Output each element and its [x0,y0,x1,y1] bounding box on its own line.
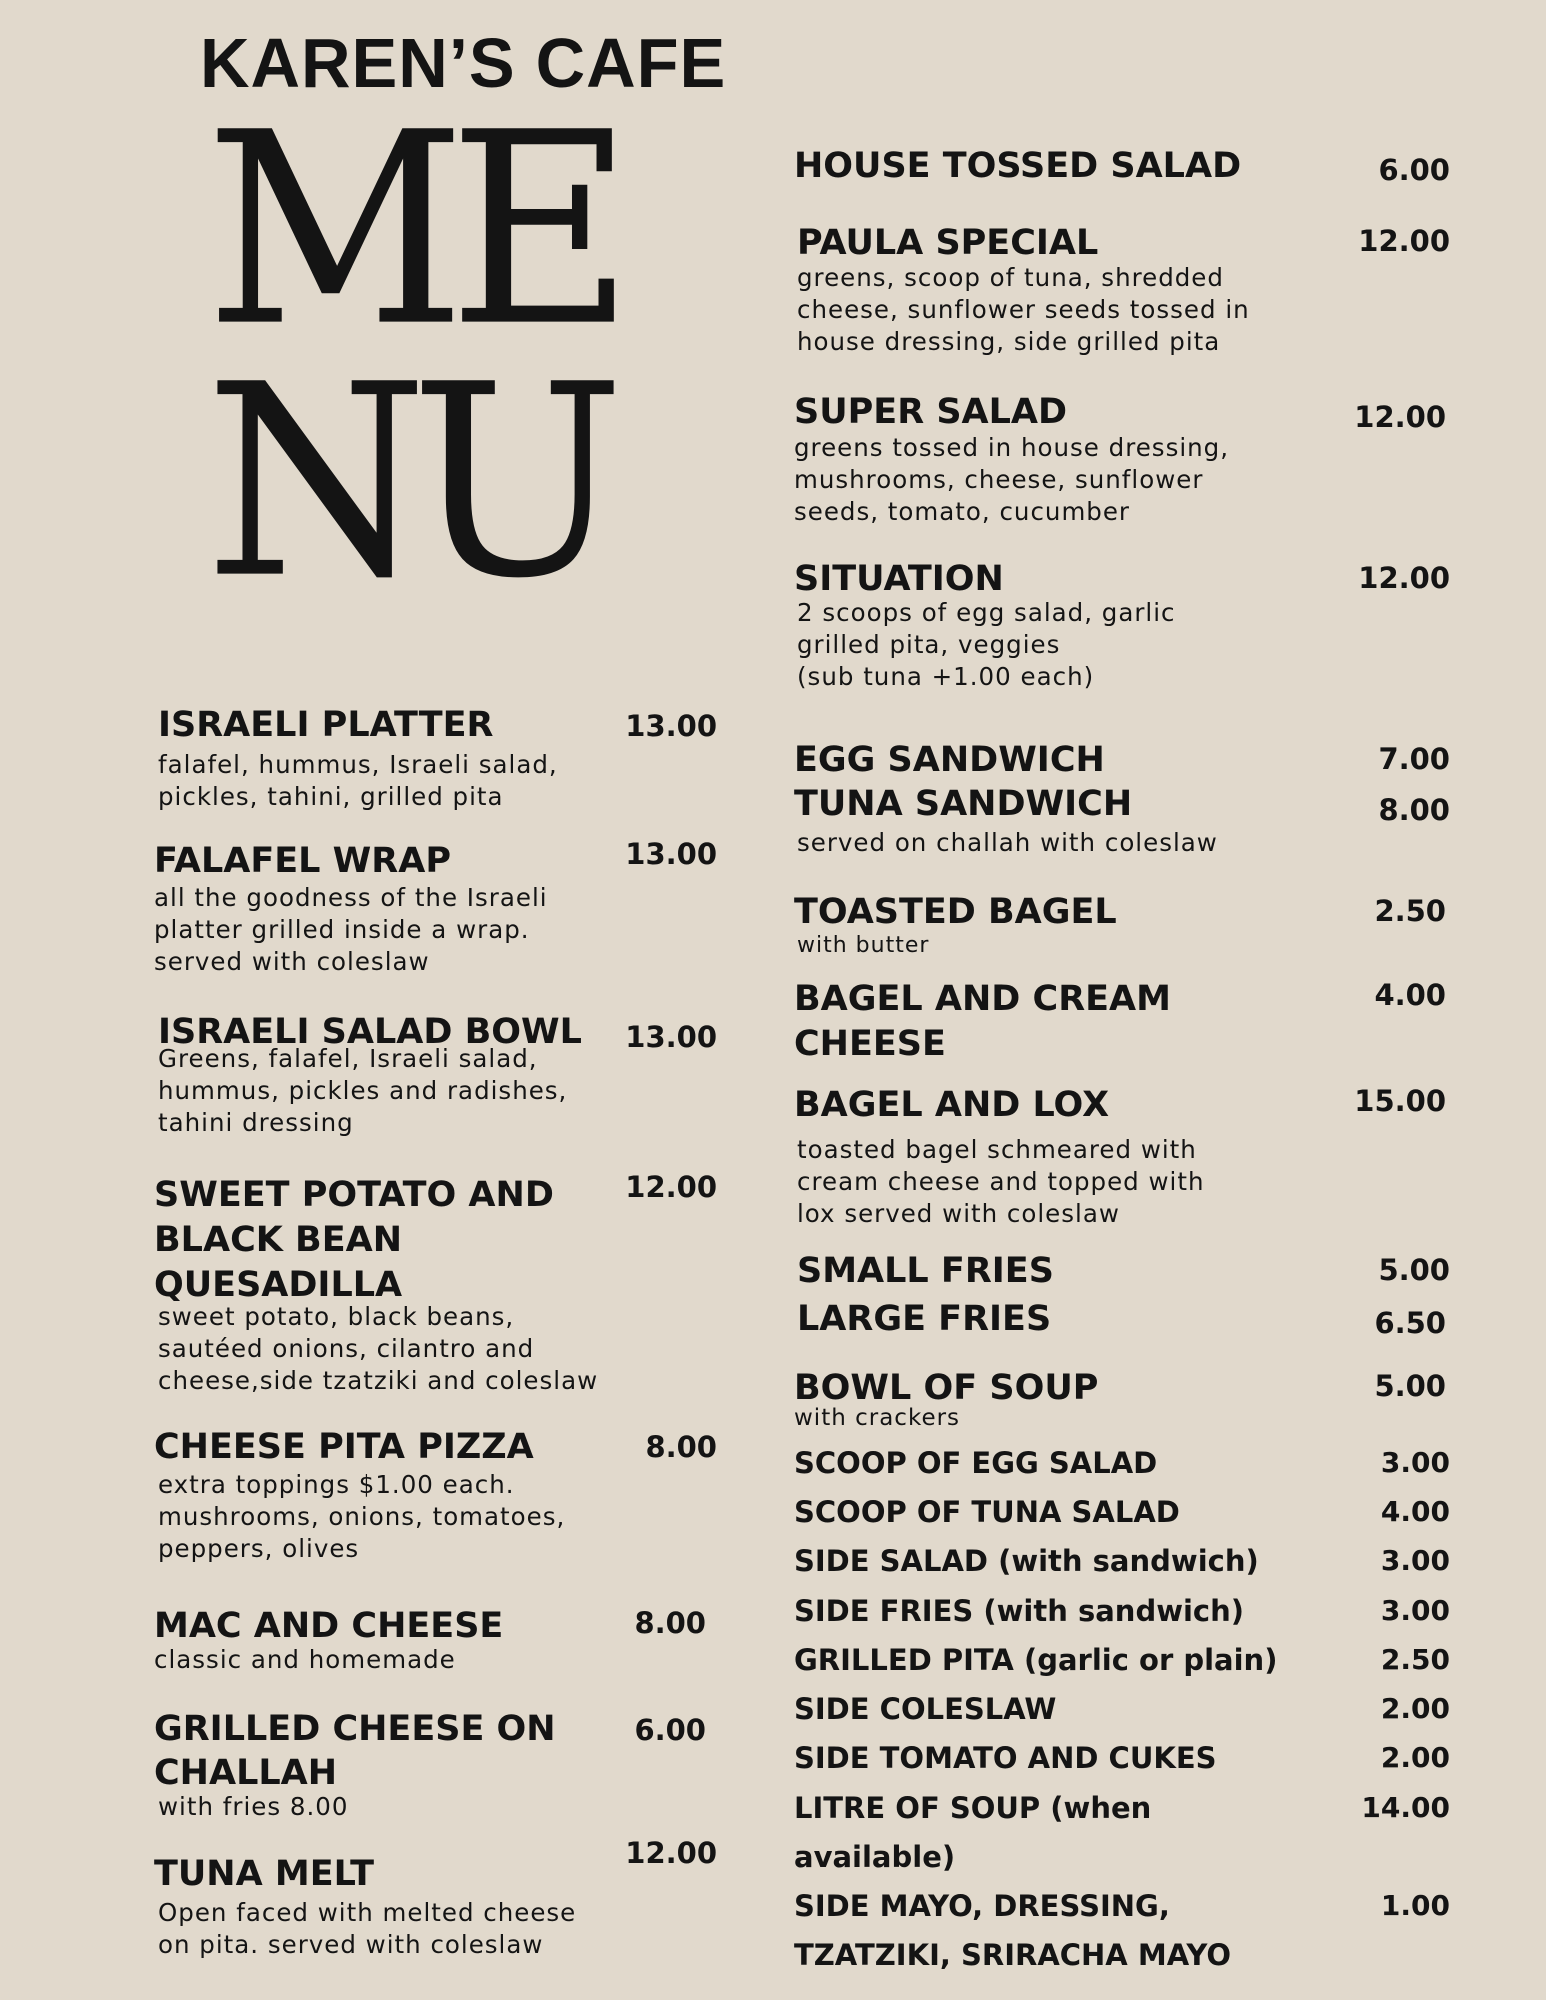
item-name: FALAFEL WRAP [154,841,451,881]
side-item-name: GRILLED PITA (garlic or plain) [794,1643,1278,1677]
side-item-name: SCOOP OF EGG SALAD [794,1446,1158,1480]
item-name: ISRAELI SALAD BOWL [158,1012,582,1052]
item-price: 7.00 [1378,742,1450,776]
item-price: 6.00 [634,1713,706,1747]
item-name: MAC AND CHEESE [154,1606,504,1646]
item-price: 12.00 [1354,400,1446,434]
item-description: pickles, tahini, grilled pita [158,782,504,811]
item-description: served with coleslaw [154,947,430,976]
item-description: greens, scoop of tuna, shredded [797,263,1224,292]
item-description: falafel, hummus, Israeli salad, [158,750,558,779]
item-name: EGG SANDWICH [794,740,1105,780]
item-description: peppers, olives [158,1534,360,1563]
item-description: sautéed onions, cilantro and [158,1334,535,1363]
item-description: on pita. served with coleslaw [158,1930,544,1959]
item-price: 6.00 [1378,153,1450,187]
cafe-name: KAREN’S CAFE [200,24,727,102]
item-description: toasted bagel schmeared with [797,1135,1197,1164]
item-price: 13.00 [625,837,717,871]
item-name: BOWL OF SOUP [794,1368,1099,1408]
item-price: 12.00 [1358,224,1450,258]
item-description: house dressing, side grilled pita [797,327,1221,356]
item-price: 13.00 [625,709,717,743]
item-price: 2.50 [1374,894,1446,928]
item-price: 5.00 [1374,1369,1446,1403]
item-name: SWEET POTATO AND [154,1175,554,1215]
item-description: with fries 8.00 [158,1792,349,1821]
item-name: TUNA SANDWICH [794,784,1133,824]
side-item-name: SIDE MAYO, DRESSING, [794,1889,1170,1923]
item-name: SUPER SALAD [794,392,1068,432]
side-item-name: TZATZIKI, SRIRACHA MAYO [794,1938,1231,1972]
item-price: 8.00 [1378,793,1450,827]
side-item-price: 14.00 [1361,1791,1450,1824]
item-price: 12.00 [625,1170,717,1204]
item-name: SMALL FRIES [797,1251,1054,1291]
item-description: hummus, pickles and radishes, [158,1076,568,1105]
item-description: sweet potato, black beans, [158,1302,515,1331]
item-price: 12.00 [625,1836,717,1870]
side-item-price: 2.00 [1380,1692,1450,1725]
item-description: cheese, sunflower seeds tossed in [797,295,1250,324]
side-item-name: available) [794,1840,956,1874]
side-item-name: SIDE FRIES (with sandwich) [794,1594,1245,1628]
side-item-name: LITRE OF SOUP (when [794,1791,1152,1825]
item-name: TUNA MELT [154,1854,374,1894]
item-description: platter grilled inside a wrap. [154,915,530,944]
item-price: 15.00 [1354,1084,1446,1118]
menu-title-line2: NU [205,328,608,638]
menu-title-line1: ME [205,76,617,386]
side-item-price: 2.50 [1380,1643,1450,1676]
item-name: CHEESE [794,1024,946,1064]
item-description: (sub tuna +1.00 each) [797,662,1095,691]
item-description: cheese,side tzatziki and coleslaw [158,1366,599,1395]
side-item-price: 3.00 [1380,1594,1450,1627]
item-name: QUESADILLA [154,1265,403,1305]
item-description: grilled pita, veggies [797,630,1061,659]
side-item-price: 3.00 [1380,1446,1450,1479]
item-description: with butter [797,933,930,958]
side-item-name: SIDE COLESLAW [794,1692,1057,1726]
item-description: tahini dressing [158,1108,354,1137]
item-description: extra toppings $1.00 each. [158,1470,515,1499]
item-description: with crackers [794,1405,961,1431]
side-item-name: SIDE TOMATO AND CUKES [794,1741,1217,1775]
item-name: HOUSE TOSSED SALAD [794,146,1242,186]
item-name: CHALLAH [154,1753,338,1793]
item-name: TOASTED BAGEL [794,892,1117,932]
side-item-name: SIDE SALAD (with sandwich) [794,1544,1259,1578]
item-name: BAGEL AND CREAM [794,979,1171,1019]
item-description: greens tossed in house dressing, [794,433,1230,462]
item-name: BLACK BEAN [154,1220,403,1260]
side-item-price: 3.00 [1380,1544,1450,1577]
side-item-price: 1.00 [1380,1889,1450,1922]
item-description: cream cheese and topped with [797,1167,1205,1196]
item-price: 4.00 [1374,978,1446,1012]
item-price: 5.00 [1378,1253,1450,1287]
item-name: BAGEL AND LOX [794,1085,1110,1125]
item-description: mushrooms, onions, tomatoes, [158,1502,566,1531]
side-item-price: 2.00 [1380,1741,1450,1774]
item-description: Open faced with melted cheese [158,1898,577,1927]
item-description: 2 scoops of egg salad, garlic [797,598,1176,627]
item-description: Greens, falafel, Israeli salad, [158,1044,538,1073]
item-description: mushrooms, cheese, sunflower [794,465,1204,494]
item-name: SITUATION [794,559,1004,599]
item-description: served on challah with coleslaw [797,828,1218,857]
item-name: ISRAELI PLATTER [158,705,494,745]
item-price: 12.00 [1358,561,1450,595]
item-description: classic and homemade [154,1645,456,1674]
item-description: all the goodness of the Israeli [154,883,548,912]
item-description: lox served with coleslaw [797,1199,1120,1228]
item-name: PAULA SPECIAL [797,223,1099,263]
side-item-name: SCOOP OF TUNA SALAD [794,1495,1180,1529]
item-price: 8.00 [645,1430,717,1464]
item-price: 6.50 [1374,1306,1446,1340]
item-name: GRILLED CHEESE ON [154,1709,556,1749]
item-price: 13.00 [625,1020,717,1054]
item-description: seeds, tomato, cucumber [794,497,1131,526]
item-name: LARGE FRIES [797,1299,1052,1339]
item-name: CHEESE PITA PIZZA [154,1427,534,1467]
side-item-price: 4.00 [1380,1495,1450,1528]
item-price: 8.00 [634,1606,706,1640]
